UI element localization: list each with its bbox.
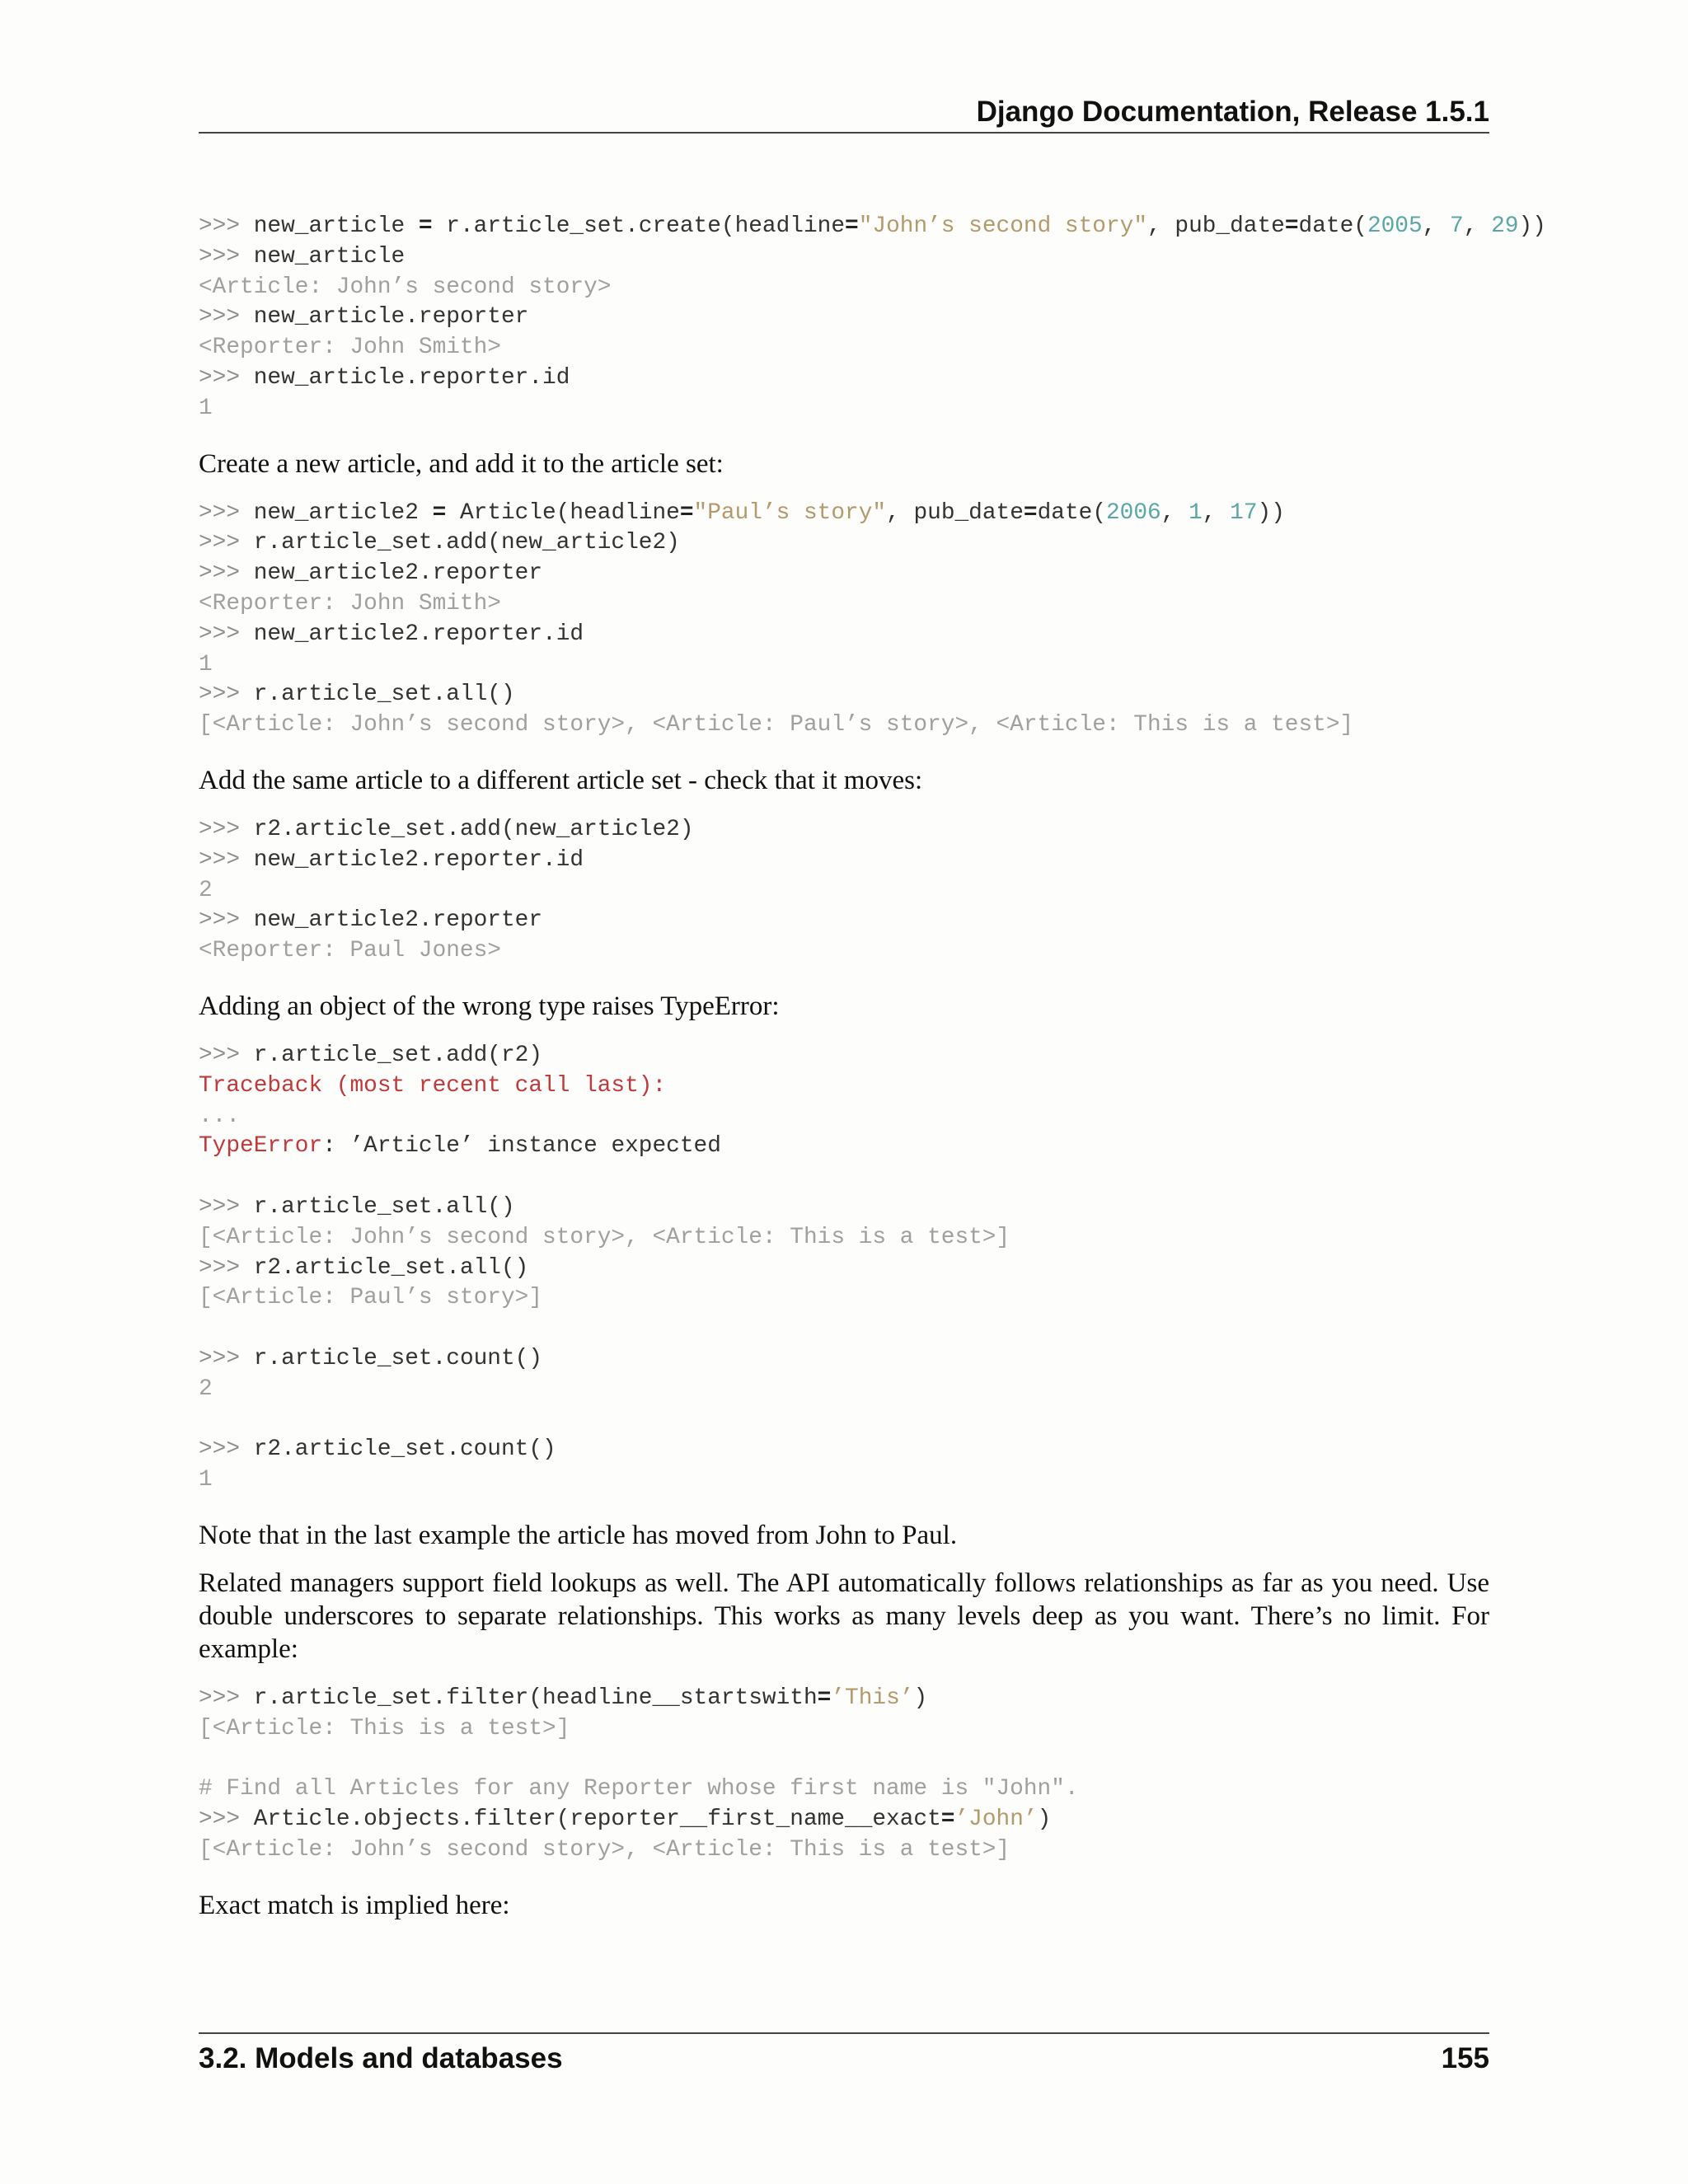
code-comment: # Find all Articles for any Reporter whose first name is "John". [199,1776,1079,1802]
paragraph: Note that in the last example the article has moved from John to Paul. [199,1520,958,1550]
code-line: >>> new_article2.reporter.id [199,846,584,873]
code-line: >>> r.article_set.filter(headline__startswith=’This’) [199,1685,928,1711]
paragraph: Create a new article, and add it to the article set: [199,448,724,479]
code-output: 1 [199,395,213,421]
code-output: [<Article: This is a test>] [199,1715,570,1741]
code-line: >>> r.article_set.all() [199,682,515,708]
code-line: TypeError: ’Article’ instance expected [199,1133,721,1160]
code-line: >>> Article.objects.filter(reporter__first_name__exact=’John’) [199,1807,1052,1833]
code-line: >>> new_article [199,243,406,269]
code-block [199,815,1489,967]
code-line: >>> new_article2.reporter.id [199,621,584,647]
code-output: 1 [199,651,213,677]
code-line: >>> new_article2 = Article(headline="Paul’s story", pub_date=date(2006, 1, 17)) [199,499,1285,526]
code-line: >>> r.article_set.add(r2) [199,1042,543,1068]
code-line: >>> new_article2.reporter [199,907,543,934]
page-footer [199,2032,1489,2083]
document-page [199,0,1546,2184]
code-block [199,1041,1489,1496]
code-output: 1 [199,1467,213,1493]
page-content [199,212,1546,1922]
code-block [199,499,1489,741]
paragraph: Add the same article to a different article set - check that it moves: [199,765,923,795]
code-output: <Reporter: John Smith> [199,335,501,361]
code-output: ... [199,1103,241,1129]
page-header [199,92,1489,134]
code-output: [<Article: John’s second story>, <Article: This is a test>] [199,1224,1010,1250]
code-block [199,212,1546,424]
code-line: >>> r.article_set.count() [199,1345,543,1371]
paragraph: Adding an object of the wrong type raises TypeError: [199,991,780,1021]
code-line: >>> r.article_set.add(new_article2) [199,530,680,556]
footer-section-title: 3.2. Models and databases [199,2042,563,2074]
code-output: <Reporter: John Smith> [199,590,501,616]
code-output: [<Article: John’s second story>, <Article: Paul’s story>, <Article: This is a test>] [199,712,1354,738]
page-number: 155 [1441,2042,1489,2074]
code-line: >>> new_article2.reporter [199,560,543,587]
code-output: [<Article: John’s second story>, <Article: This is a test>] [199,1836,1010,1863]
code-output: 2 [199,1376,213,1402]
code-line: >>> new_article.reporter.id [199,364,570,391]
header-title: Django Documentation, Release 1.5.1 [976,96,1489,128]
traceback-line: Traceback (most recent call last): [199,1072,667,1099]
code-output: <Article: John’s second story> [199,274,612,300]
code-line: >>> r2.article_set.count() [199,1436,556,1463]
paragraph: Exact match is implied here: [199,1890,510,1920]
code-output: 2 [199,877,213,903]
code-line: >>> r2.article_set.all() [199,1254,529,1281]
code-line: >>> new_article = r.article_set.create(headline="John’s second story", pub_date=date(2005, 7, 29)) [199,213,1546,239]
paragraph: Related managers support field lookups as well. The API automatically follows relationships as far as you need. Use double underscores to separate relationships. This works as many levels deep as you want. There’s no limit. For example: [199,1568,1489,1664]
code-line: >>> r2.article_set.add(new_article2) [199,816,694,842]
code-output: <Reporter: Paul Jones> [199,938,501,964]
code-output: [<Article: Paul’s story>] [199,1285,543,1311]
code-block [199,1684,1489,1866]
code-line: >>> r.article_set.all() [199,1193,515,1220]
code-line: >>> new_article.reporter [199,304,529,330]
